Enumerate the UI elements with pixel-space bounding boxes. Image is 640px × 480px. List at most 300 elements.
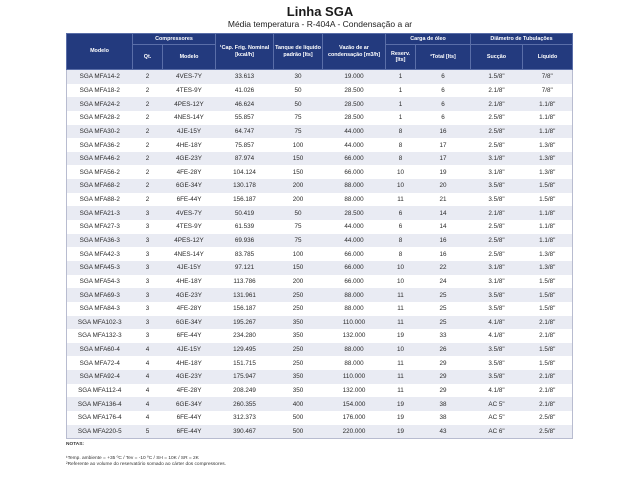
table-cell: 4NES-14Y [163,111,216,125]
table-cell: 2 [133,165,163,179]
table-cell: 38 [416,411,471,425]
table-cell: 14 [416,220,471,234]
table-cell: 2.1/8" [471,206,523,220]
table-row [67,125,573,139]
table-cell: 17 [416,152,471,166]
table-cell: SGA MFA102-3 [67,316,133,330]
table-cell: 195.267 [216,316,274,330]
table-cell: 156.187 [216,193,274,207]
table-cell: 110.000 [323,316,386,330]
table-cell: 50 [274,206,323,220]
table-cell: 2.1/8" [523,384,573,398]
table-cell: 4GE-23Y [163,152,216,166]
table-cell: 4FE-28Y [163,384,216,398]
table-cell: SGA MFA28-2 [67,111,133,125]
table-cell: 1.5/8" [523,302,573,316]
table-cell: AC 5" [471,411,523,425]
table-cell: 2 [133,152,163,166]
table-cell: 220.000 [323,425,386,439]
table-cell: SGA MFA60-4 [67,343,133,357]
table-cell: 11 [386,384,416,398]
table-cell: 1.3/8" [523,247,573,261]
table-cell: 44.000 [323,234,386,248]
header-vazao: Vazão de ar condensação [m3/h] [323,34,386,70]
table-cell: 29 [416,370,471,384]
table-cell: 24 [416,275,471,289]
table-cell: 10 [386,261,416,275]
table-cell: SGA MFA220-5 [67,425,133,439]
table-cell: 3 [133,316,163,330]
table-row [67,206,573,220]
table-cell: 100 [274,138,323,152]
table-cell: 2 [133,179,163,193]
table-cell: 150 [274,165,323,179]
header-succao: Sucção [471,45,523,70]
table-cell: 3.1/8" [471,261,523,275]
table-cell: 2.5/8" [523,425,573,439]
header-qt: Qt. [133,45,163,70]
table-cell: SGA MFA36-2 [67,138,133,152]
table-cell: SGA MFA56-2 [67,165,133,179]
table-row [67,247,573,261]
table-cell: 88.000 [323,302,386,316]
note-1: ¹Temp. ambiente = +35 ºC / Tev = -10 ºC / SH = 10K / SR = 2K [66,456,199,461]
table-cell: 30 [274,70,323,84]
table-cell: 200 [274,193,323,207]
note-2: ²Referente ao volume do reservatório somado ao cárter dos compressores. [66,462,226,467]
table-cell: 28.500 [323,111,386,125]
header-total: ²Total [lts] [416,45,471,70]
table-cell: 2 [133,84,163,98]
table-cell: 3 [133,329,163,343]
table-cell: 11 [386,288,416,302]
table-cell: 6FE-44Y [163,329,216,343]
table-cell: 11 [386,193,416,207]
table-row [67,70,573,84]
table-cell: 1.1/8" [523,125,573,139]
table-cell: 2.1/8" [523,370,573,384]
table-cell: 19 [386,425,416,439]
table-cell: 4JE-15Y [163,125,216,139]
table-cell: 66.000 [323,261,386,275]
table-cell: 97.121 [216,261,274,275]
table-cell: 75.857 [216,138,274,152]
table-cell: SGA MFA92-4 [67,370,133,384]
table-cell: 1.3/8" [523,138,573,152]
table-cell: 4 [133,343,163,357]
table-cell: 88.000 [323,193,386,207]
table-cell: 6 [416,97,471,111]
table-cell: 19 [386,397,416,411]
table-cell: 1.5/8" [523,275,573,289]
table-row [67,152,573,166]
table-row [67,234,573,248]
page-title: Linha SGA [286,4,354,19]
table-cell: 250 [274,356,323,370]
table-cell: 25 [416,288,471,302]
table-cell: 2 [133,138,163,152]
table-cell: 28.500 [323,97,386,111]
table-cell: 3 [133,275,163,289]
table-cell: SGA MFA45-3 [67,261,133,275]
table-cell: 3.5/8" [471,302,523,316]
table-cell: 28.500 [323,206,386,220]
table-row [67,275,573,289]
table-cell: 17 [416,138,471,152]
table-cell: 151.715 [216,356,274,370]
header-carga-oleo: Carga de óleo [386,34,471,45]
table-cell: 500 [274,425,323,439]
table-cell: 156.187 [216,302,274,316]
table-cell: 4TES-9Y [163,220,216,234]
table-cell: 390.467 [216,425,274,439]
table-cell: 66.000 [323,275,386,289]
table-cell: 4TES-9Y [163,84,216,98]
table-cell: 11 [386,316,416,330]
table-cell: 1.1/8" [523,111,573,125]
table-cell: 11 [386,356,416,370]
table-cell: 104.124 [216,165,274,179]
table-cell: 2.5/8" [523,411,573,425]
table-cell: SGA MFA176-4 [67,411,133,425]
table-cell: SGA MFA72-4 [67,356,133,370]
table-cell: 6FE-44Y [163,411,216,425]
table-cell: SGA MFA24-2 [67,97,133,111]
table-cell: 6 [386,220,416,234]
table-row [67,411,573,425]
table-cell: 16 [416,125,471,139]
table-cell: 10 [386,165,416,179]
table-cell: 2.5/8" [471,111,523,125]
table-cell: 6FE-44Y [163,425,216,439]
table-cell: 500 [274,411,323,425]
table-cell: 175.947 [216,370,274,384]
table-cell: 2.5/8" [471,247,523,261]
table-cell: 44.000 [323,125,386,139]
table-cell: 4HE-18Y [163,138,216,152]
table-cell: 41.026 [216,84,274,98]
table-row [67,370,573,384]
table-cell: 130.178 [216,179,274,193]
table-cell: 6 [416,70,471,84]
table-cell: 3.5/8" [471,193,523,207]
table-cell: 6 [416,111,471,125]
table-row [67,97,573,111]
table-cell: AC 5" [471,397,523,411]
table-cell: 1.3/8" [523,165,573,179]
table-cell: 88.000 [323,179,386,193]
table-cell: 11 [386,370,416,384]
table-cell: 200 [274,179,323,193]
table-cell: 5 [133,425,163,439]
table-cell: SGA MFA136-4 [67,397,133,411]
notes-heading: NOTAS: [66,442,85,447]
table-cell: SGA MFA18-2 [67,84,133,98]
table-cell: 350 [274,316,323,330]
table-cell: 4 [133,384,163,398]
table-cell: 19 [416,165,471,179]
table-cell: SGA MFA27-3 [67,220,133,234]
table-cell: 1 [386,111,416,125]
table-cell: 19.000 [323,70,386,84]
table-cell: 66.000 [323,152,386,166]
table-cell: 2.5/8" [471,125,523,139]
table-cell: 350 [274,384,323,398]
table-cell: 4GE-23Y [163,370,216,384]
table-cell: 38 [416,397,471,411]
table-cell: 10 [386,343,416,357]
table-cell: 61.539 [216,220,274,234]
table-cell: SGA MFA84-3 [67,302,133,316]
table-cell: 2 [133,111,163,125]
table-cell: 1.5/8" [523,343,573,357]
table-cell: 350 [274,329,323,343]
table-cell: 3 [133,261,163,275]
table-cell: SGA MFA30-2 [67,125,133,139]
table-cell: 3.1/8" [471,152,523,166]
page-subtitle: Média temperatura - R-404A - Condensação a ar [227,19,413,29]
header-compressores: Compressores [133,34,216,45]
table-cell: 1.1/8" [523,97,573,111]
table-cell: 1 [386,84,416,98]
table-cell: 11 [386,302,416,316]
table-cell: 2 [133,70,163,84]
table-cell: 129.495 [216,343,274,357]
table-cell: 88.000 [323,288,386,302]
header-diametro: Diâmetro de Tubulações [471,34,573,45]
table-cell: 75 [274,220,323,234]
table-cell: 3 [133,206,163,220]
table-cell: 66.000 [323,165,386,179]
table-cell: 4 [133,370,163,384]
table-cell: 6FE-44Y [163,193,216,207]
table-row [67,397,573,411]
table-cell: 4FE-28Y [163,165,216,179]
table-cell: 16 [416,247,471,261]
table-cell: SGA MFA46-2 [67,152,133,166]
table-cell: 350 [274,370,323,384]
table-cell: 44.000 [323,220,386,234]
table-cell: 22 [416,261,471,275]
table-row [67,179,573,193]
table-cell: 69.936 [216,234,274,248]
table-cell: 1 [386,97,416,111]
table-cell: 1.3/8" [523,152,573,166]
table-row [67,356,573,370]
table-cell: SGA MFA68-2 [67,179,133,193]
table-cell: 312.373 [216,411,274,425]
table-cell: 4 [133,397,163,411]
table-cell: 1.5/8" [523,288,573,302]
table-cell: 55.857 [216,111,274,125]
table-cell: 132.000 [323,384,386,398]
table-row [67,316,573,330]
table-cell: 6 [416,84,471,98]
table-cell: 8 [386,152,416,166]
table-cell: 1.1/8" [523,206,573,220]
table-cell: SGA MFA88-2 [67,193,133,207]
table-cell: 1 [386,70,416,84]
table-cell: 2.1/8" [523,316,573,330]
header-modelo: Modelo [67,34,133,70]
table-cell: 3 [133,302,163,316]
table-cell: 4.1/8" [471,384,523,398]
table-cell: 28.500 [323,84,386,98]
table-cell: 6 [386,206,416,220]
table-cell: 4PES-12Y [163,234,216,248]
specifications-table [66,33,573,439]
table-cell: 6GE-34Y [163,397,216,411]
table-cell: 1.5/8" [471,70,523,84]
table-cell: 75 [274,234,323,248]
table-cell: 44.000 [323,138,386,152]
table-cell: 1.3/8" [523,261,573,275]
table-row [67,384,573,398]
table-cell: 3.5/8" [471,370,523,384]
table-cell: 50 [274,97,323,111]
table-cell: 100 [274,247,323,261]
table-cell: 2 [133,97,163,111]
table-cell: 3.5/8" [471,356,523,370]
header-reserv: Reserv. [lts] [386,45,416,70]
table-cell: 25 [416,316,471,330]
table-cell: 260.355 [216,397,274,411]
table-cell: 4 [133,411,163,425]
table-cell: 208.249 [216,384,274,398]
table-cell: 2.5/8" [471,234,523,248]
table-cell: 29 [416,356,471,370]
notes-section [66,442,226,468]
table-cell: 4.1/8" [471,329,523,343]
table-cell: 7/8" [523,70,573,84]
table-row [67,220,573,234]
table-cell: SGA MFA36-3 [67,234,133,248]
table-cell: 131.961 [216,288,274,302]
table-cell: 2 [133,125,163,139]
table-cell: 4 [133,356,163,370]
table-row [67,193,573,207]
table-cell: 4VES-7Y [163,70,216,84]
table-cell: 3.1/8" [471,165,523,179]
table-cell: 1.5/8" [523,193,573,207]
table-cell: 50 [274,84,323,98]
table-cell: 7/8" [523,84,573,98]
header-liquido: Líquido [523,45,573,70]
table-cell: 250 [274,288,323,302]
table-row [67,425,573,439]
table-cell: 2.1/8" [523,329,573,343]
table-cell: 113.786 [216,275,274,289]
table-cell: 43 [416,425,471,439]
table-cell: 33 [416,329,471,343]
header-capacidade: ¹Cap. Frig. Nominal [kcal/h] [216,34,274,70]
table-cell: 26 [416,343,471,357]
table-cell: 20 [416,179,471,193]
header-tanque: Tanque de líquido padrão [lts] [274,34,323,70]
table-row [67,111,573,125]
table-cell: 3.5/8" [471,288,523,302]
table-cell: 75 [274,125,323,139]
table-cell: 4GE-23Y [163,288,216,302]
table-cell: 2 [133,193,163,207]
table-cell: 150 [274,261,323,275]
table-cell: SGA MFA112-4 [67,384,133,398]
table-cell: SGA MFA69-3 [67,288,133,302]
table-row [67,84,573,98]
table-cell: 2.1/8" [471,97,523,111]
table-cell: 2.1/8" [523,397,573,411]
table-cell: 3.1/8" [471,275,523,289]
table-cell: 4JE-15Y [163,261,216,275]
table-cell: 3 [133,234,163,248]
table-cell: 75 [274,111,323,125]
table-cell: 83.785 [216,247,274,261]
table-cell: 66.000 [323,247,386,261]
table-row [67,343,573,357]
table-cell: 88.000 [323,343,386,357]
table-cell: 3.5/8" [471,343,523,357]
table-cell: 4HE-18Y [163,275,216,289]
table-cell: SGA MFA21-3 [67,206,133,220]
table-cell: 4FE-28Y [163,302,216,316]
table-cell: 154.000 [323,397,386,411]
table-cell: 1.5/8" [523,356,573,370]
table-cell: SGA MFA42-3 [67,247,133,261]
table-cell: 1.5/8" [523,179,573,193]
table-cell: 250 [274,343,323,357]
table-cell: 2.5/8" [471,138,523,152]
table-cell: 3 [133,288,163,302]
table-cell: 4VES-7Y [163,206,216,220]
table-cell: 3 [133,220,163,234]
table-cell: 2.1/8" [471,84,523,98]
table-cell: 50.419 [216,206,274,220]
table-row [67,165,573,179]
table-cell: 4HE-18Y [163,356,216,370]
table-cell: 3 [133,247,163,261]
table-cell: 3.5/8" [471,179,523,193]
table-cell: 2.5/8" [471,220,523,234]
table-cell: SGA MFA54-3 [67,275,133,289]
table-row [67,302,573,316]
table-cell: 29 [416,384,471,398]
table-cell: 1.1/8" [523,234,573,248]
table-cell: 4JE-15Y [163,343,216,357]
table-cell: 6GE-34Y [163,179,216,193]
table-cell: 8 [386,247,416,261]
table-cell: SGA MFA132-3 [67,329,133,343]
table-cell: 10 [386,275,416,289]
table-cell: 8 [386,138,416,152]
table-cell: 8 [386,234,416,248]
table-cell: 21 [416,193,471,207]
table-cell: 14 [416,206,471,220]
table-cell: 19 [386,411,416,425]
table-cell: 4.1/8" [471,316,523,330]
table-cell: 88.000 [323,356,386,370]
table-cell: 234.280 [216,329,274,343]
table-row [67,261,573,275]
table-cell: 150 [274,152,323,166]
header-compressor-modelo: Modelo [163,45,216,70]
table-row [67,138,573,152]
table-cell: 4PES-12Y [163,97,216,111]
table-cell: 176.000 [323,411,386,425]
table-cell: 64.747 [216,125,274,139]
table-cell: 25 [416,302,471,316]
table-cell: 46.624 [216,97,274,111]
table-row [67,329,573,343]
